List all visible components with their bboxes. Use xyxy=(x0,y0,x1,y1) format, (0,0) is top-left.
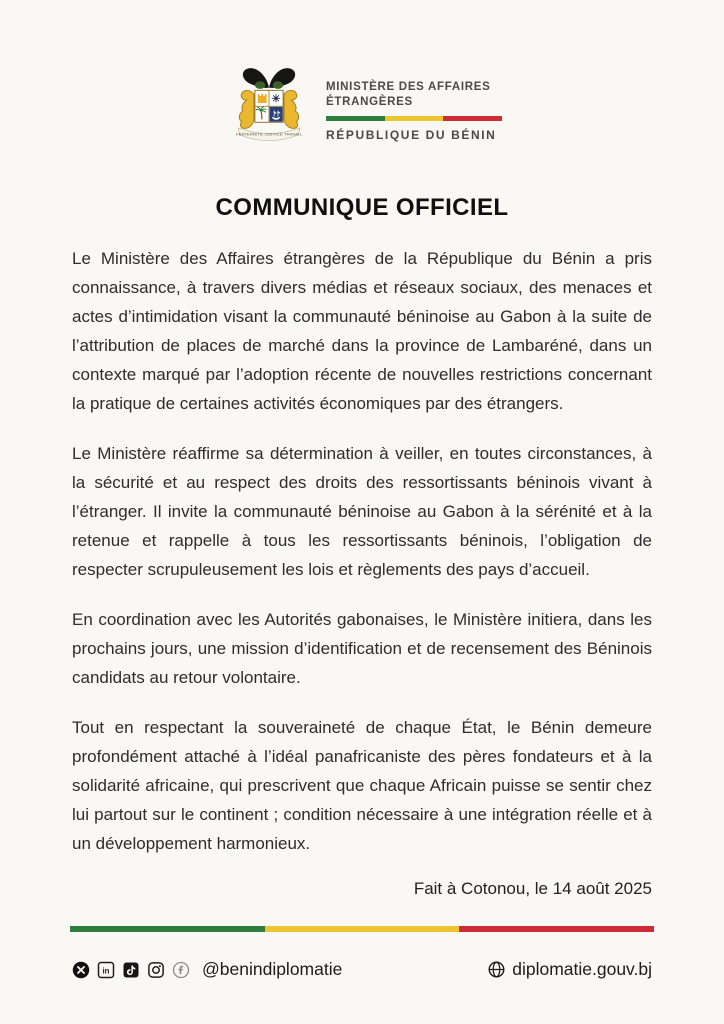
flag-red-segment xyxy=(443,116,502,121)
globe-icon xyxy=(487,960,506,979)
dateline: Fait à Cotonou, le 14 août 2025 xyxy=(413,879,652,898)
flag-green-segment xyxy=(326,116,385,121)
flag-red-segment xyxy=(459,926,654,932)
flag-green-segment xyxy=(70,926,265,932)
page-title: COMMUNIQUE OFFICIEL xyxy=(215,194,509,221)
ministry-name-line2: ÉTRANGÈRES xyxy=(326,96,413,109)
motto-ribbon xyxy=(236,128,303,141)
paragraph-4: Tout en respectant la souveraineté de chaque État, le Bénin demeure profondément attaché à l’idéal panafricaniste des pères fondateurs et à la solidarité africaine, qui prescrivent que chaque Africain puisse se sentir chez lui partout sur le continent ; condition nécessaire à une intégration réelle et à un développement harmonieux. xyxy=(72,718,652,853)
buffalo-horns-icon xyxy=(243,68,295,88)
shield xyxy=(255,90,283,122)
ship-quarter xyxy=(270,107,283,122)
castle-quarter xyxy=(258,94,267,103)
star-quarter xyxy=(272,94,280,102)
social-handle: @benindiplomatie xyxy=(202,959,343,979)
benin-coat-of-arms xyxy=(222,64,316,158)
paragraph-1: Le Ministère des Affaires étrangères de la République du Bénin a pris connaissance, à travers divers médias et réseaux sociaux, des menaces et actes d’intimidation visant la communauté béninoise au Gabon à la suite de l’attribution de places de marché dans la province de Lambaréné, dans un contexte marqué par l’adoption récente de nouvelles restrictions concernant la pratique de certaines activités économiques par des étrangers. xyxy=(72,249,652,413)
cornucopia-icon xyxy=(255,81,283,89)
x-icon xyxy=(72,961,90,979)
flag-divider xyxy=(326,116,502,121)
facebook-icon xyxy=(172,961,190,979)
document-header xyxy=(0,64,724,158)
flag-footer-bar xyxy=(70,926,654,932)
republic-name: RÉPUBLIQUE DU BÉNIN xyxy=(326,127,497,142)
document-footer xyxy=(72,959,652,980)
website-link xyxy=(487,959,652,980)
flag-yellow-segment xyxy=(265,926,460,932)
svg-text:in: in xyxy=(102,965,110,975)
linkedin-icon xyxy=(97,961,115,979)
paragraph-3: En coordination avec les Autorités gabonaises, le Ministère initiera, dans les prochains jours, une mission d’identification et de recensement des Béninois candidats au retour volontaire. xyxy=(72,610,652,687)
social-links xyxy=(72,959,342,980)
header-text-block xyxy=(326,80,502,142)
document-body xyxy=(72,244,652,858)
emblem-motto: FRATERNITÉ JUSTICE TRAVAIL xyxy=(235,131,303,137)
ministry-name-line1: MINISTÈRE DES AFFAIRES xyxy=(326,81,491,94)
tiktok-icon xyxy=(122,961,140,979)
flag-yellow-segment xyxy=(385,116,444,121)
instagram-icon xyxy=(147,961,165,979)
paragraph-2: Le Ministère réaffirme sa détermination à veiller, en toutes circonstances, à la sécurité et au respect des droits des ressortissants béninois vivant à l’étranger. Il invite la communauté béninoise au Gabon à la sérénité et à la retenue et rappelle à tous les ressortissants béninois, l’obligation de respecter scrupuleusement les lois et règlements des pays d’accueil. xyxy=(72,444,652,579)
coat-of-arms-svg xyxy=(222,64,316,158)
website-url: diplomatie.gouv.bj xyxy=(512,959,652,979)
